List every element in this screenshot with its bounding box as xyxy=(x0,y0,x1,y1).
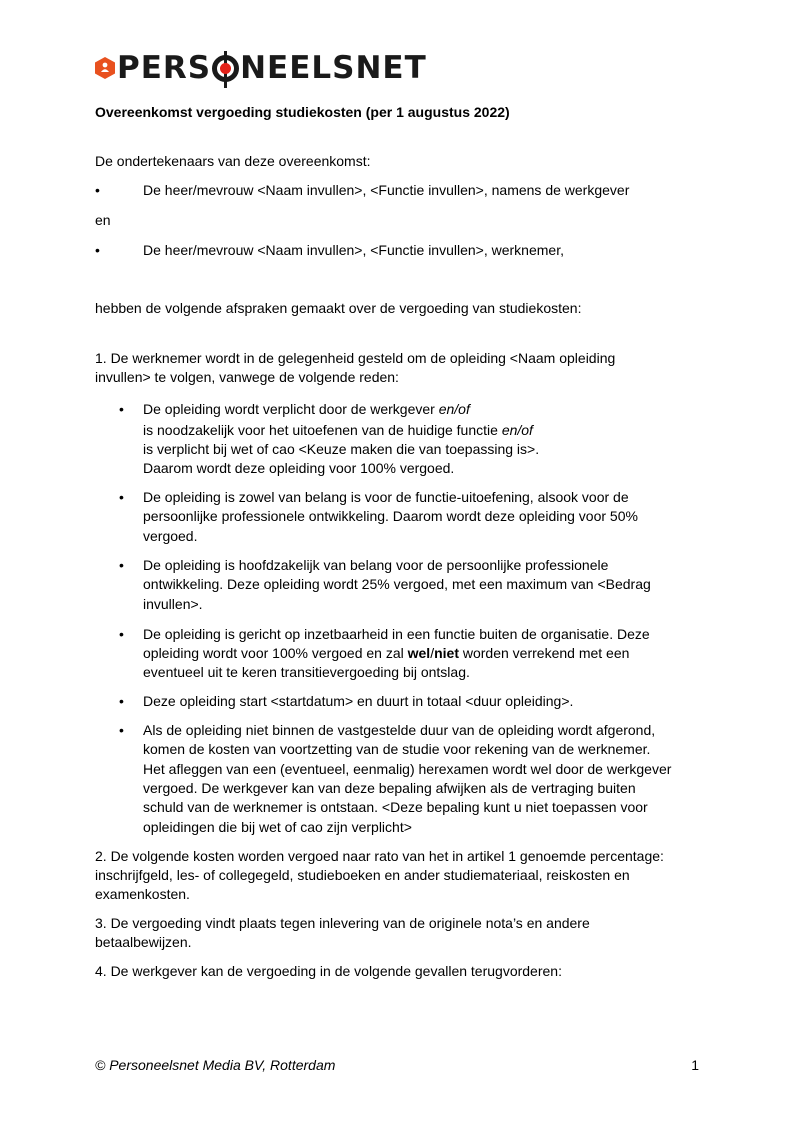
bullet-marker: • xyxy=(119,489,124,505)
conjunction-text: en xyxy=(95,212,111,228)
bullet-marker: • xyxy=(95,182,100,198)
bullet-4-line: eventueel uit te keren transitievergoeding bij ontslag. xyxy=(143,664,470,680)
bullet-3-line: ontwikkeling. Deze opleiding wordt 25% vergoed, met een maximum van <Bedrag xyxy=(143,576,651,592)
party-employer: De heer/mevrouw <Naam invullen>, <Functie invullen>, namens de werkgever xyxy=(143,182,630,198)
bullet-6-line: opleidingen die bij wet of cao zijn verplicht> xyxy=(143,819,412,835)
bullet-1-line: is noodzakelijk voor het uitoefenen van de huidige functie en/of xyxy=(143,422,533,438)
bullet-2-line: De opleiding is zowel van belang is voor de functie-uitoefening, alsook voor de xyxy=(143,489,629,505)
logo-target-icon xyxy=(212,55,239,82)
bullet-6-line: Het afleggen van een (eventueel, eenmalig) herexamen wordt wel door de werkgever xyxy=(143,761,672,777)
article-3-line: betaalbewijzen. xyxy=(95,934,192,950)
bullet-marker: • xyxy=(119,626,124,642)
bullet-marker: • xyxy=(95,242,100,258)
agreement-intro: hebben de volgende afspraken gemaakt over de vergoeding van studiekosten: xyxy=(95,300,582,316)
article-1-line: 1. De werknemer wordt in de gelegenheid gesteld om de opleiding <Naam opleiding xyxy=(95,350,616,366)
bullet-2-line: persoonlijke professionele ontwikkeling. Daarom wordt deze opleiding voor 50% xyxy=(143,508,638,524)
article-2-line: examenkosten. xyxy=(95,886,190,902)
bullet-3-line: De opleiding is hoofdzakelijk van belang voor de persoonlijke professionele xyxy=(143,557,609,573)
personeelsnet-logo xyxy=(95,51,427,85)
bullet-4-line: opleiding wordt voor 100% vergoed en zal wel/niet worden verrekend met een xyxy=(143,645,630,661)
bullet-1-line: Daarom wordt deze opleiding voor 100% vergoed. xyxy=(143,460,455,476)
bullet-6-line: vergoed. De werkgever kan van deze bepaling afwijken als de vertraging buiten xyxy=(143,780,636,796)
article-2-line: 2. De volgende kosten worden vergoed naar rato van het in artikel 1 genoemde percentage: xyxy=(95,848,664,864)
bullet-5-line: Deze opleiding start <startdatum> en duurt in totaal <duur opleiding>. xyxy=(143,693,574,709)
article-1-line: invullen> te volgen, vanwege de volgende reden: xyxy=(95,369,399,385)
bullet-6-line: komen de kosten van voortzetting van de studie voor rekening van de werknemer. xyxy=(143,741,651,757)
bullet-4-line: De opleiding is gericht op inzetbaarheid in een functie buiten de organisatie. Deze xyxy=(143,626,650,642)
logo-wordmark: PERS NEELSNET xyxy=(117,49,427,86)
bullet-marker: • xyxy=(119,693,124,709)
bullet-marker: • xyxy=(119,557,124,573)
bullet-3-line: invullen>. xyxy=(143,596,203,612)
bullet-6-line: schuld van de werknemer is ontstaan. <Deze bepaling kunt u niet toepassen voor xyxy=(143,799,648,815)
footer-copyright: © Personeelsnet Media BV, Rotterdam xyxy=(95,1057,336,1073)
article-4-line: 4. De werkgever kan de vergoeding in de volgende gevallen terugvorderen: xyxy=(95,963,562,979)
article-3-line: 3. De vergoeding vindt plaats tegen inlevering van de originele nota’s en andere xyxy=(95,915,590,931)
document-title: Overeenkomst vergoeding studiekosten (per 1 augustus 2022) xyxy=(95,104,510,120)
page-number: 1 xyxy=(691,1057,699,1073)
bullet-1-line: De opleiding wordt verplicht door de werkgever en/of xyxy=(143,401,470,417)
hexagon-person-icon xyxy=(95,57,115,79)
bullet-6-line: Als de opleiding niet binnen de vastgestelde duur van de opleiding wordt afgerond, xyxy=(143,722,656,738)
bullet-marker: • xyxy=(119,722,124,738)
bullet-2-line: vergoed. xyxy=(143,528,198,544)
intro-text: De ondertekenaars van deze overeenkomst: xyxy=(95,153,371,169)
article-2-line: inschrijfgeld, les- of collegegeld, studieboeken en ander studiemateriaal, reiskosten en xyxy=(95,867,630,883)
party-employee: De heer/mevrouw <Naam invullen>, <Functie invullen>, werknemer, xyxy=(143,242,564,258)
bullet-1-line: is verplicht bij wet of cao <Keuze maken die van toepassing is>. xyxy=(143,441,540,457)
bullet-marker: • xyxy=(119,401,124,417)
